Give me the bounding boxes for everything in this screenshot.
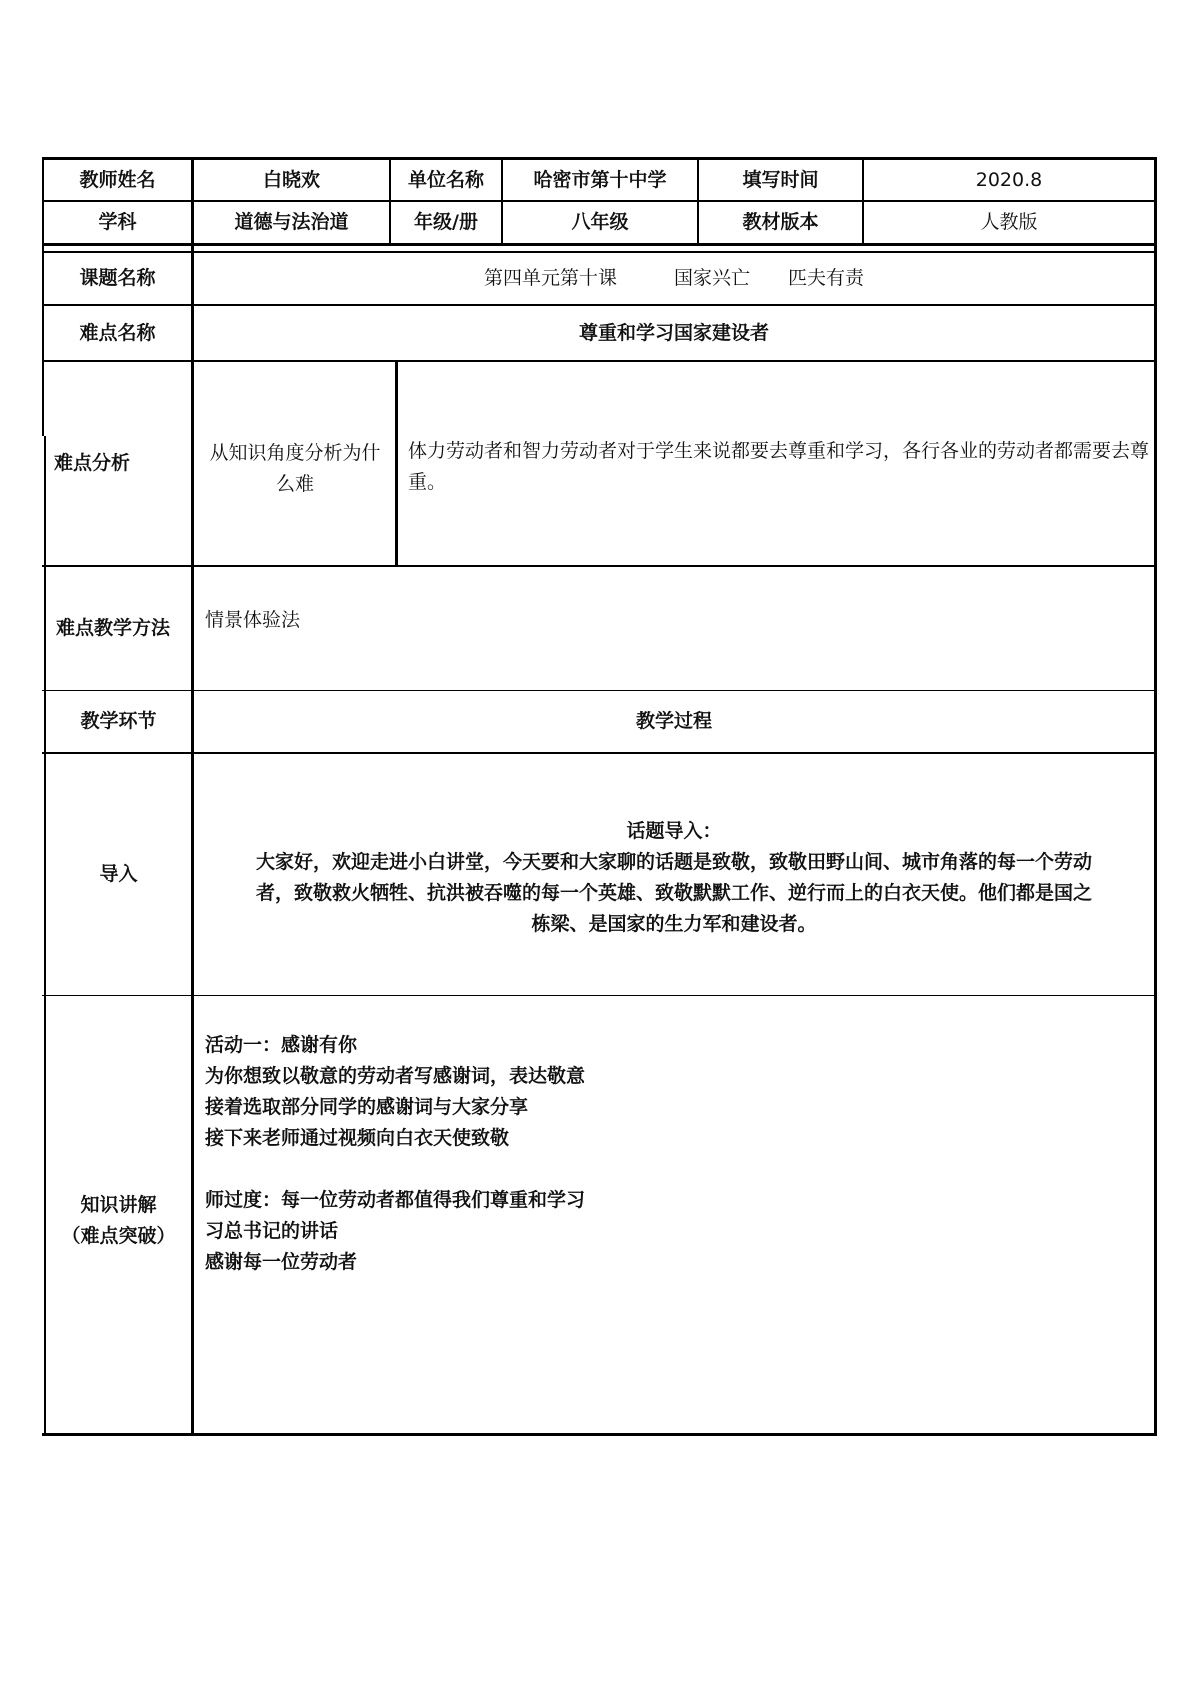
intro-heading: 话题导入： xyxy=(626,820,722,842)
topic-label: 课题名称 xyxy=(79,267,156,289)
analysis-text: 体力劳动者和智力劳动者对于学生来说都要去尊重和学习，各行各业的劳动者都需要去尊重。 xyxy=(408,440,1150,493)
knowledge-label-line-2: （难点突破） xyxy=(61,1225,176,1247)
knowledge-line-7: 习总书记的讲话 xyxy=(205,1220,339,1242)
intro-line-2: 者，致敬救火牺牲、抗洪被吞噬的每一个英雄、致敬默默工作、逆行而上的白衣天使。他们都是国之 xyxy=(255,882,1092,904)
subject-label: 学科 xyxy=(98,211,137,233)
knowledge-line-1: 活动一：感谢有你 xyxy=(205,1034,358,1056)
intro-label: 导入 xyxy=(99,863,138,885)
knowledge-label-line-1: 知识讲解 xyxy=(80,1194,157,1216)
edition-label: 教材版本 xyxy=(742,211,819,233)
knowledge-line-6: 师过度：每一位劳动者都值得我们尊重和学习 xyxy=(205,1189,586,1211)
grade-value: 八年级 xyxy=(571,211,629,233)
knowledge-line-2: 为你想致以敬意的劳动者写感谢词，表达敬意 xyxy=(205,1065,586,1087)
grade-label: 年级/册 xyxy=(414,211,478,233)
knowledge-line-3: 接着选取部分同学的感谢词与大家分享 xyxy=(205,1096,529,1118)
unit-label: 单位名称 xyxy=(407,168,484,191)
method-label: 难点教学方法 xyxy=(56,617,171,639)
difficulty-value: 尊重和学习国家建设者 xyxy=(578,321,769,344)
difficulty-label: 难点名称 xyxy=(79,321,156,344)
knowledge-content xyxy=(194,996,1154,1433)
teacher-value: 白晓欢 xyxy=(262,168,320,191)
intro-content xyxy=(194,754,1154,995)
intro-line-3: 栋梁、是国家的生力军和建设者。 xyxy=(531,913,817,935)
analysis-label: 难点分析 xyxy=(54,452,131,474)
date-label: 填写时间 xyxy=(742,168,819,191)
edition-value: 人教版 xyxy=(980,211,1038,233)
knowledge-line-8: 感谢每一位劳动者 xyxy=(205,1251,358,1273)
teacher-label: 教师姓名 xyxy=(79,168,156,191)
analysis-sub-label: 从知识角度分析为什么难 xyxy=(209,442,381,495)
knowledge-line-4: 接下来老师通过视频向白衣天使致敬 xyxy=(205,1127,510,1149)
unit-value: 哈密市第十中学 xyxy=(533,168,667,191)
process-header-value: 教学过程 xyxy=(635,710,712,732)
topic-value: 第四单元第十课 国家兴亡 匹夫有责 xyxy=(483,267,864,289)
knowledge-label xyxy=(46,996,191,1433)
intro-line-1: 大家好，欢迎走进小白讲堂，今天要和大家聊的话题是致敬，致敬田野山间、城市角落的每一个劳动 xyxy=(255,851,1092,873)
method-value: 情景体验法 xyxy=(205,609,301,631)
date-value: 2020.8 xyxy=(975,168,1043,191)
process-header-label: 教学环节 xyxy=(80,710,157,732)
subject-value: 道德与法治道 xyxy=(234,211,349,233)
